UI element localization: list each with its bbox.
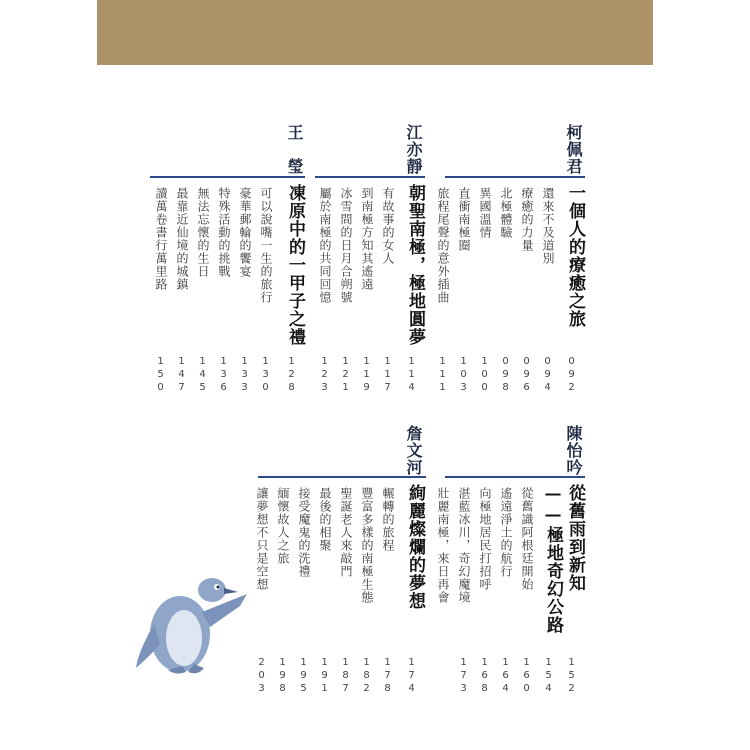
author-name: 詹文河 — [404, 425, 423, 476]
page-number: 092 — [566, 356, 577, 395]
toc-entry[interactable]: 可以說嘴一生的旅行 — [259, 187, 273, 304]
page-number: 160 — [521, 657, 532, 696]
penguin-illustration — [132, 572, 252, 677]
page-number: 154 — [543, 657, 554, 696]
section-title: 從舊雨到新知 — [565, 484, 585, 592]
toc-entry[interactable]: 最靠近仙境的城鎮 — [175, 187, 189, 291]
section-rule — [150, 176, 305, 178]
page-number: 174 — [406, 657, 417, 696]
page-number: 119 — [361, 356, 372, 395]
page-number: 178 — [382, 657, 393, 696]
toc-entry[interactable]: 北極體驗 — [499, 187, 513, 239]
toc-entry[interactable]: 有故事的女人 — [381, 187, 395, 265]
section-rule — [445, 476, 585, 478]
toc-entry[interactable]: 屬於南極的共同回憶 — [318, 187, 332, 304]
page-number: 123 — [319, 356, 330, 395]
page-number: 117 — [382, 356, 393, 395]
toc-entry[interactable]: 接受魔鬼的洗禮 — [297, 487, 311, 578]
page-number: 103 — [458, 356, 469, 395]
author-name: 柯佩君 — [564, 124, 583, 175]
toc-entry[interactable]: 豪華郵輪的饗宴 — [238, 187, 252, 278]
page-number: 136 — [218, 356, 229, 395]
toc-entry[interactable]: 冰雪間的日月合朔號 — [339, 187, 353, 304]
toc-entry[interactable]: 到南極方知其遙遠 — [360, 187, 374, 291]
toc-entry[interactable]: 最後的相聚 — [318, 487, 332, 552]
toc-entry[interactable]: 湛藍冰川，奇幻魔境 — [457, 487, 471, 604]
toc-entry[interactable]: 還來不及道別 — [541, 187, 555, 265]
toc-entry[interactable]: 向極地居民打招呼 — [478, 487, 492, 591]
toc-entry[interactable]: 無法忘懷的生日 — [196, 187, 210, 278]
page-number: 168 — [479, 657, 490, 696]
toc-entry[interactable]: 特殊活動的挑戰 — [217, 187, 231, 278]
page-number: 195 — [298, 657, 309, 696]
section-rule — [258, 476, 426, 478]
toc-entry[interactable]: 緬懷故人之旅 — [276, 487, 290, 565]
page-number: 145 — [197, 356, 208, 395]
page-number: 133 — [239, 356, 250, 395]
page-number: 130 — [260, 356, 271, 395]
toc-entry[interactable]: 療癒的力量 — [520, 187, 534, 252]
page-number: 100 — [479, 356, 490, 395]
toc-entry[interactable]: 直衝南極圈 — [457, 187, 471, 252]
toc-entry[interactable]: 讀萬卷書行萬里路 — [154, 187, 168, 291]
toc-entry[interactable]: 遙遠淨土的航行 — [499, 487, 513, 578]
page-number: 164 — [500, 657, 511, 696]
page-number: 098 — [500, 356, 511, 395]
section-title: 朝聖南極，極地圓夢 — [405, 184, 425, 346]
author-name: 王 瑩 — [285, 124, 304, 175]
page-number: 182 — [361, 657, 372, 696]
header-band — [97, 0, 653, 65]
page-number: 114 — [406, 356, 417, 395]
page-number: 187 — [340, 657, 351, 696]
page-number: 152 — [566, 657, 577, 696]
toc-entry[interactable]: 讓夢想不只是空想 — [255, 487, 269, 591]
toc-entry[interactable]: 豐富多樣的南極生態 — [360, 487, 374, 604]
section-title: 絢麗燦爛的夢想 — [405, 484, 425, 610]
page-number: 191 — [319, 657, 330, 696]
toc-entry[interactable]: 異國溫情 — [478, 187, 492, 239]
page-number: 128 — [286, 356, 297, 395]
toc-entry[interactable]: 聖誕老人來敲門 — [339, 487, 353, 578]
page-number: 096 — [521, 356, 532, 395]
page-number: 198 — [277, 657, 288, 696]
section-subtitle: ——極地奇幻公路 — [543, 484, 563, 634]
section-rule — [445, 176, 585, 178]
page-number: 147 — [176, 356, 187, 395]
section-title: 凍原中的一甲子之禮 — [285, 184, 305, 346]
page-number: 094 — [542, 356, 553, 395]
page-number: 121 — [340, 356, 351, 395]
toc-entry[interactable]: 從舊識阿根廷開始 — [520, 487, 534, 591]
toc-entry[interactable]: 旅程尾聲的意外插曲 — [436, 187, 450, 304]
page-number: 150 — [155, 356, 166, 395]
author-name: 江亦靜 — [404, 124, 423, 175]
page-number: 111 — [437, 356, 448, 395]
page-number: 173 — [458, 657, 469, 696]
section-rule — [315, 176, 425, 178]
author-name: 陳怡吟 — [564, 425, 583, 476]
toc-entry[interactable]: 壯麗南極，來日再會 — [436, 487, 450, 604]
page-number: 203 — [256, 657, 267, 696]
section-title: 一個人的療癒之旅 — [565, 184, 585, 328]
toc-entry[interactable]: 輾轉的旅程 — [381, 487, 395, 552]
